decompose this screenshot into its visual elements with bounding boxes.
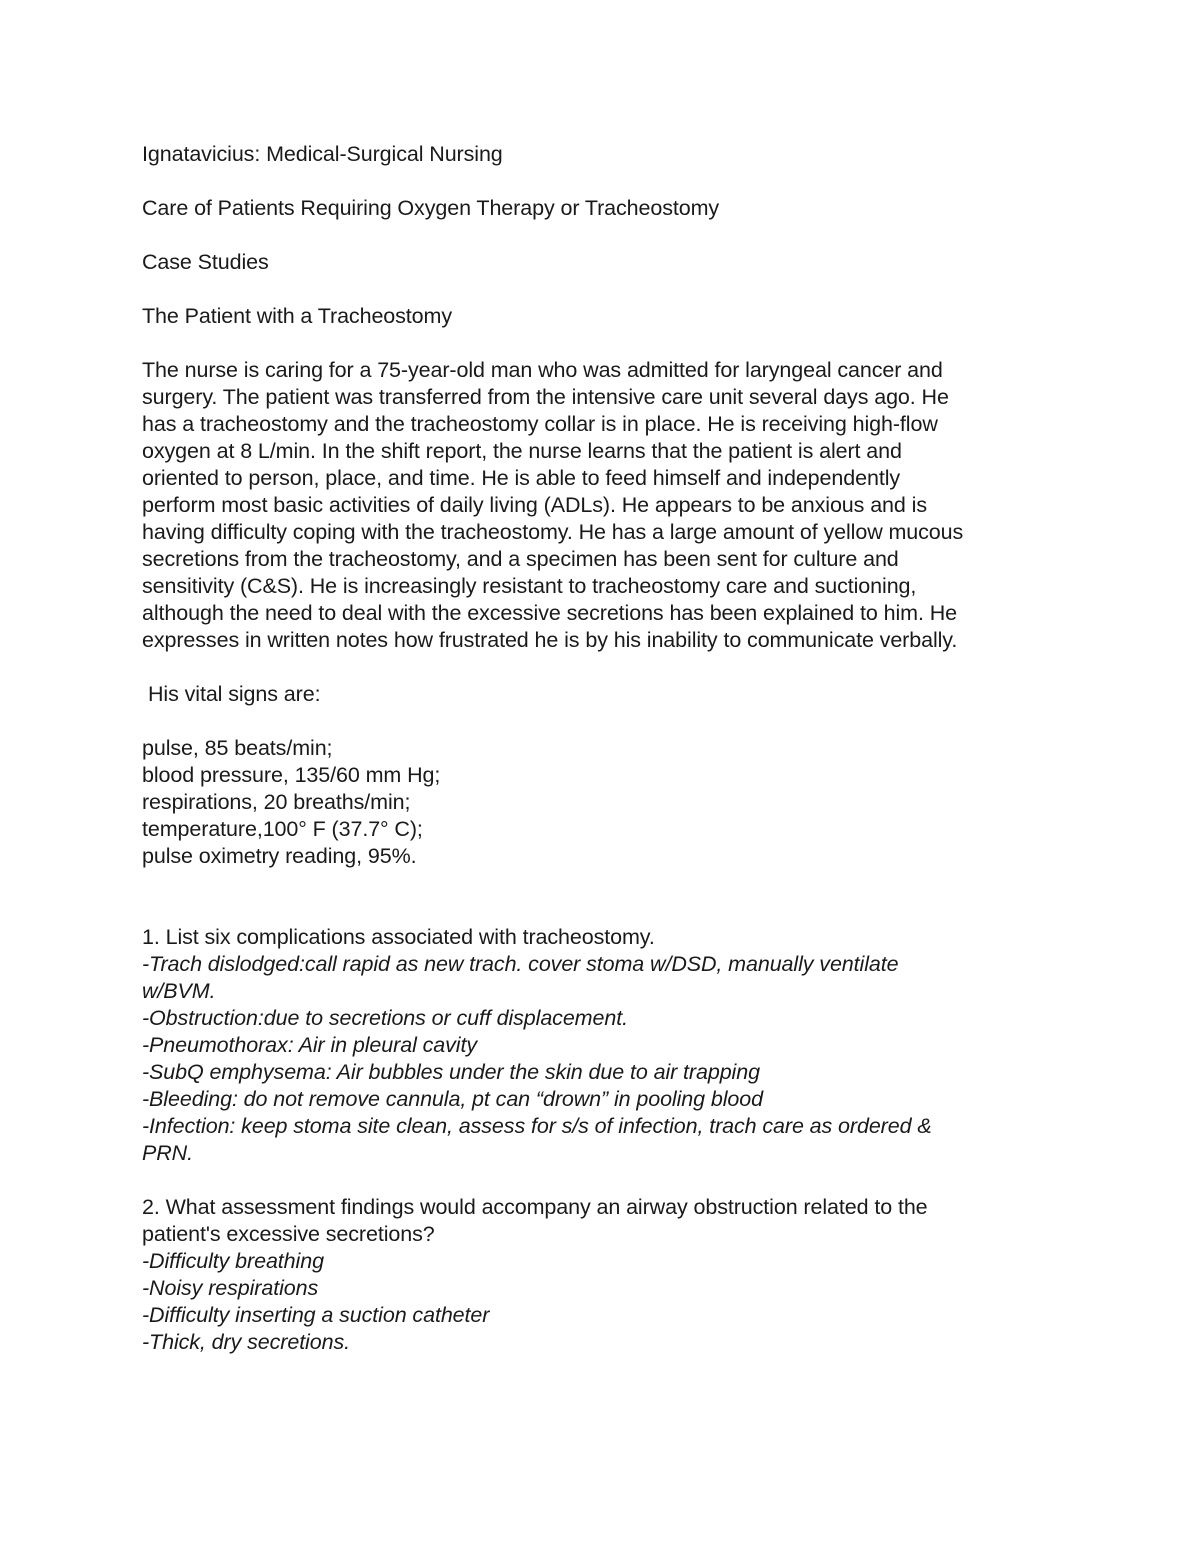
- answer-line: -Obstruction:due to secretions or cuff displacement.: [142, 1006, 628, 1030]
- vital-sign-item: blood pressure, 135/60 mm Hg;: [142, 763, 441, 787]
- question-text: patient's excessive secretions?: [142, 1222, 435, 1246]
- case-description-line: expresses in written notes how frustrated he is by his inability to communicate verbally.: [142, 628, 958, 652]
- answer-line: -Thick, dry secretions.: [142, 1330, 350, 1354]
- answer-line: -Difficulty inserting a suction catheter: [142, 1303, 490, 1327]
- case-description-line: surgery. The patient was transferred from the intensive care unit several days ago. He: [142, 385, 949, 409]
- answer-line: -Difficulty breathing: [142, 1249, 324, 1273]
- question-block-2: [142, 1194, 1072, 1356]
- vital-sign-item: respirations, 20 breaths/min;: [142, 790, 411, 814]
- case-description-line: oriented to person, place, and time. He is able to feed himself and independently: [142, 466, 901, 490]
- vitals-list: [142, 735, 1072, 870]
- question-block-1: [142, 924, 1072, 1167]
- document-content: [142, 141, 1072, 1383]
- case-description: [142, 357, 1072, 654]
- case-description-line: although the need to deal with the excessive secretions has been explained to him. He: [142, 601, 957, 625]
- vital-sign-item: temperature,100° F (37.7° C);: [142, 817, 423, 841]
- question-text: 1. List six complications associated with tracheostomy.: [142, 925, 655, 949]
- chapter-title: Care of Patients Requiring Oxygen Therapy or Tracheostomy: [142, 196, 720, 220]
- case-description-line: The nurse is caring for a 75-year-old man who was admitted for laryngeal cancer and: [142, 358, 943, 382]
- spacer: [142, 897, 1072, 924]
- book-title: Ignatavicius: Medical-Surgical Nursing: [142, 142, 503, 166]
- answer-line: PRN.: [142, 1141, 193, 1165]
- case-title: The Patient with a Tracheostomy: [142, 304, 452, 328]
- vital-sign-item: pulse, 85 beats/min;: [142, 736, 333, 760]
- case-description-line: oxygen at 8 L/min. In the shift report, the nurse learns that the patient is alert and: [142, 439, 902, 463]
- case-description-line: secretions from the tracheostomy, and a specimen has been sent for culture and: [142, 547, 899, 571]
- answer-line: -Infection: keep stoma site clean, assess for s/s of infection, trach care as ordered &: [142, 1114, 932, 1138]
- answer-line: -Bleeding: do not remove cannula, pt can “drown” in pooling blood: [142, 1087, 763, 1111]
- answer-line: w/BVM.: [142, 979, 216, 1003]
- answer-line: -SubQ emphysema: Air bubbles under the skin due to air trapping: [142, 1060, 760, 1084]
- answer-line: -Noisy respirations: [142, 1276, 319, 1300]
- vitals-heading: His vital signs are:: [148, 682, 321, 706]
- case-description-line: has a tracheostomy and the tracheostomy collar is in place. He is receiving high-flow: [142, 412, 938, 436]
- section-title: Case Studies: [142, 250, 269, 274]
- answer-line: -Trach dislodged:call rapid as new trach. cover stoma w/DSD, manually ventilate: [142, 952, 899, 976]
- vital-sign-item: pulse oximetry reading, 95%.: [142, 844, 417, 868]
- question-text: 2. What assessment findings would accompany an airway obstruction related to the: [142, 1195, 928, 1219]
- case-description-line: sensitivity (C&S). He is increasingly resistant to tracheostomy care and suctioning,: [142, 574, 917, 598]
- case-description-line: perform most basic activities of daily living (ADLs). He appears to be anxious and is: [142, 493, 927, 517]
- case-description-line: having difficulty coping with the tracheostomy. He has a large amount of yellow mucous: [142, 520, 964, 544]
- answer-line: -Pneumothorax: Air in pleural cavity: [142, 1033, 477, 1057]
